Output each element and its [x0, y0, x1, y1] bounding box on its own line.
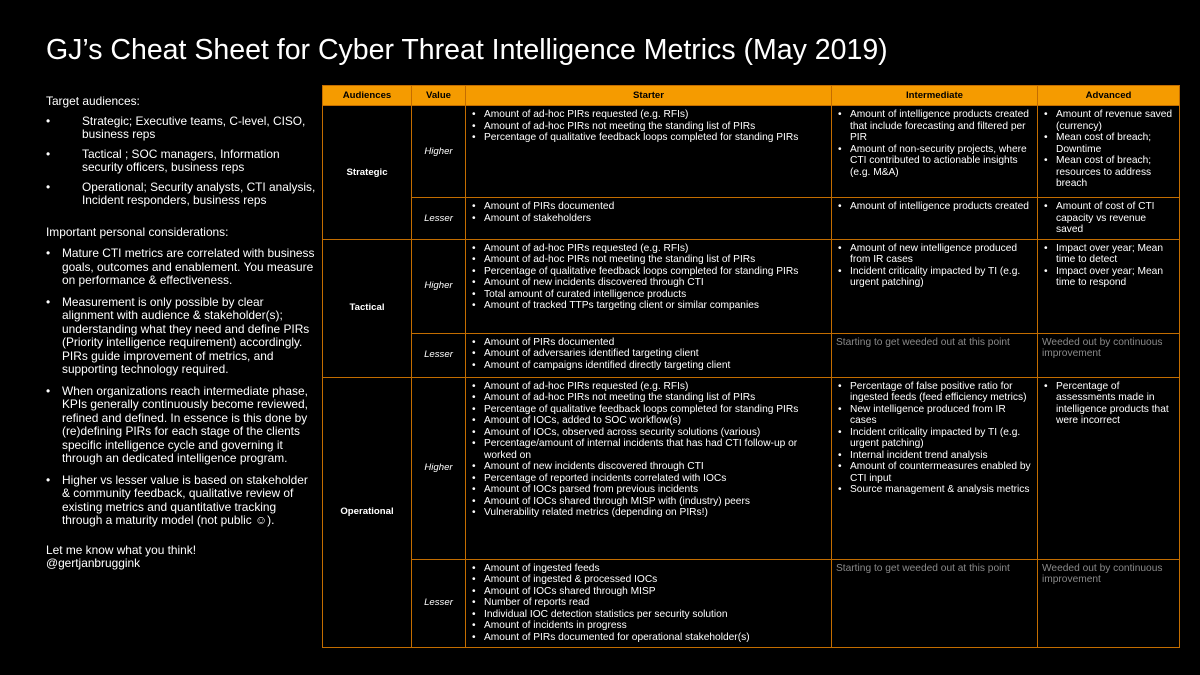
metric-item: • Amount of PIRs documented for operational stakeholder(s)	[470, 632, 825, 644]
metric-item: • Impact over year; Mean time to respond	[1042, 266, 1173, 289]
table-row	[323, 198, 1180, 240]
metric-item: • Individual IOC detection statistics per security solution	[470, 609, 825, 621]
metric-item: • Amount of cost of CTI capacity vs revenue saved	[1042, 201, 1173, 236]
starter-cell	[466, 106, 832, 198]
metric-item: • Amount of ad-hoc PIRs not meeting the standing list of PIRs	[470, 254, 825, 266]
advanced-metric-list	[1042, 381, 1173, 427]
starter-metric-list	[470, 243, 825, 312]
value-cell: Lesser	[412, 198, 466, 240]
metric-item: • Amount of new incidents discovered through CTI	[470, 277, 825, 289]
metric-item: • Percentage of qualitative feedback loops completed for standing PIRs	[470, 404, 825, 416]
metric-item: • Amount of ingested & processed IOCs	[470, 574, 825, 586]
metric-item: • Amount of IOCs parsed from previous incidents	[470, 484, 825, 496]
audience-item: • Tactical ; SOC managers, Information security officers, business reps	[46, 148, 318, 175]
audience-cell: Operational	[323, 377, 412, 647]
intermediate-metric-list	[836, 109, 1031, 178]
advanced-cell	[1038, 377, 1180, 559]
consideration-item: • Mature CTI metrics are correlated with business goals, outcomes and enablement. You measure on performance & effectiveness.	[46, 247, 318, 288]
header-intermediate: Intermediate	[832, 86, 1038, 106]
table-row	[323, 377, 1180, 559]
advanced-cell	[1038, 333, 1180, 377]
advanced-cell	[1038, 239, 1180, 333]
metric-item: • Amount of PIRs documented	[470, 337, 825, 349]
metric-item: • Amount of non-security projects, where CTI contributed to actionable insights (e.g. M&A)	[836, 144, 1031, 179]
advanced-metric-list	[1042, 109, 1173, 190]
metric-item: • Amount of new incidents discovered through CTI	[470, 461, 825, 473]
metric-item: • Amount of adversaries identified targeting client	[470, 348, 825, 360]
metric-item: • Incident criticality impacted by TI (e.g. urgent patching)	[836, 266, 1031, 289]
metric-item: • Internal incident trend analysis	[836, 450, 1031, 462]
starter-cell	[466, 377, 832, 559]
metric-item: • Incident criticality impacted by TI (e.g. urgent patching)	[836, 427, 1031, 450]
advanced-cell	[1038, 198, 1180, 240]
starter-metric-list	[470, 109, 825, 144]
metric-item: • Amount of revenue saved (currency)	[1042, 109, 1173, 132]
metric-item: • Amount of new intelligence produced from IR cases	[836, 243, 1031, 266]
advanced-note: Weeded out by continuous improvement	[1042, 562, 1163, 585]
considerations-heading: Important personal considerations:	[46, 224, 229, 239]
value-cell: Lesser	[412, 559, 466, 647]
table-row	[323, 239, 1180, 333]
intermediate-note: Starting to get weeded out at this point	[836, 336, 1010, 348]
metric-item: • Vulnerability related metrics (depending on PIRs!)	[470, 507, 825, 519]
table-row	[323, 559, 1180, 647]
metric-item: • Amount of IOCs shared through MISP	[470, 586, 825, 598]
metric-item: • Total amount of curated intelligence products	[470, 289, 825, 301]
advanced-metric-list	[1042, 201, 1173, 236]
intermediate-metric-list	[836, 201, 1031, 213]
metric-item: • Amount of campaigns identified directly targeting client	[470, 360, 825, 372]
audience-cell: Strategic	[323, 106, 412, 240]
metric-item: • Percentage of false positive ratio for ingested feeds (feed efficiency metrics)	[836, 381, 1031, 404]
metric-item: • New intelligence produced from IR cases	[836, 404, 1031, 427]
page-title: GJ’s Cheat Sheet for Cyber Threat Intelligence Metrics (May 2019)	[46, 34, 888, 66]
starter-metric-list	[470, 381, 825, 519]
consideration-item: • Measurement is only possible by clear alignment with audience & stakeholder(s); understanding what they need and define PIRs (Priority intelligence requirement) accordingly. PIRs guide improvement of metrics, and supporting technology required.	[46, 296, 318, 377]
audience-cell: Tactical	[323, 239, 412, 377]
advanced-metric-list	[1042, 243, 1173, 289]
table-row	[323, 333, 1180, 377]
value-cell: Lesser	[412, 333, 466, 377]
metric-item: • Amount of tracked TTPs targeting client or similar companies	[470, 300, 825, 312]
header-advanced: Advanced	[1038, 86, 1180, 106]
intermediate-metric-list	[836, 381, 1031, 496]
metric-item: • Amount of ad-hoc PIRs requested (e.g. RFIs)	[470, 109, 825, 121]
feedback-request: Let me know what you think!	[46, 542, 197, 557]
starter-cell	[466, 333, 832, 377]
metric-item: • Amount of countermeasures enabled by CTI input	[836, 461, 1031, 484]
table-body	[323, 106, 1180, 648]
metric-item: • Percentage of qualitative feedback loops completed for standing PIRs	[470, 132, 825, 144]
value-cell: Higher	[412, 377, 466, 559]
metric-item: • Percentage of assessments made in intelligence products that were incorrect	[1042, 381, 1173, 427]
audience-item: • Strategic; Executive teams, C-level, CISO, business reps	[46, 115, 318, 142]
considerations-list	[46, 247, 318, 528]
intermediate-cell	[832, 239, 1038, 333]
header-value: Value	[412, 86, 466, 106]
metric-item: • Amount of ad-hoc PIRs not meeting the standing list of PIRs	[470, 121, 825, 133]
metric-item: • Amount of ad-hoc PIRs requested (e.g. RFIs)	[470, 243, 825, 255]
metric-item: • Amount of IOCs shared through MISP with (industry) peers	[470, 496, 825, 508]
consideration-item: • When organizations reach intermediate phase, KPIs generally continuously become reviewed, refined and defined. In essence is this done by (re)defining PIRs for each stage of the clients specific intelligence cycle and governing it through an dedicated intelligence program.	[46, 385, 318, 466]
advanced-cell	[1038, 106, 1180, 198]
advanced-note: Weeded out by continuous improvement	[1042, 336, 1163, 359]
intermediate-metric-list	[836, 243, 1031, 289]
metric-item: • Impact over year; Mean time to detect	[1042, 243, 1173, 266]
value-cell: Higher	[412, 106, 466, 198]
value-cell: Higher	[412, 239, 466, 333]
audience-item: • Operational; Security analysts, CTI analysis, Incident responders, business reps	[46, 181, 318, 208]
table-header-row	[323, 86, 1180, 106]
intermediate-cell	[832, 106, 1038, 198]
metric-item: • Amount of PIRs documented	[470, 201, 825, 213]
metric-item: • Amount of IOCs, added to SOC workflow(s)	[470, 415, 825, 427]
metric-item: • Number of reports read	[470, 597, 825, 609]
intermediate-cell	[832, 377, 1038, 559]
metric-item: • Amount of incidents in progress	[470, 620, 825, 632]
metric-item: • Mean cost of breach; Downtime	[1042, 132, 1173, 155]
metric-item: • Amount of ad-hoc PIRs requested (e.g. RFIs)	[470, 381, 825, 393]
author-handle: @gertjanbruggink	[46, 556, 141, 570]
metric-item: • Amount of stakeholders	[470, 213, 825, 225]
audiences-list	[46, 115, 318, 208]
consideration-item: • Higher vs lesser value is based on stakeholder & community feedback, qualitative review of existing metrics and quantitative tracking through a maturity model (not public ☺).	[46, 474, 318, 528]
intermediate-cell	[832, 333, 1038, 377]
metric-item: • Amount of intelligence products created	[836, 201, 1031, 213]
header-starter: Starter	[466, 86, 832, 106]
starter-metric-list	[470, 201, 825, 224]
metric-item: • Amount of ad-hoc PIRs not meeting the standing list of PIRs	[470, 392, 825, 404]
starter-cell	[466, 198, 832, 240]
intermediate-cell	[832, 559, 1038, 647]
metrics-table	[322, 85, 1180, 648]
audiences-heading: Target audiences:	[46, 94, 140, 108]
intermediate-note: Starting to get weeded out at this point	[836, 562, 1010, 574]
starter-metric-list	[470, 563, 825, 644]
metric-item: • Amount of IOCs, observed across security solutions (various)	[470, 427, 825, 439]
header-audiences: Audiences	[323, 86, 412, 106]
metric-item: • Percentage/amount of internal incidents that has had CTI follow-up or worked on	[470, 438, 825, 461]
left-panel	[46, 95, 318, 571]
intermediate-cell	[832, 198, 1038, 240]
table-row	[323, 106, 1180, 198]
starter-cell	[466, 239, 832, 333]
metric-item: • Source management & analysis metrics	[836, 484, 1031, 496]
starter-metric-list	[470, 337, 825, 372]
metric-item: • Percentage of qualitative feedback loops completed for standing PIRs	[470, 266, 825, 278]
metric-item: • Amount of intelligence products created that include forecasting and filtered per PIR	[836, 109, 1031, 144]
metric-item: • Mean cost of breach; resources to address breach	[1042, 155, 1173, 190]
metric-item: • Amount of ingested feeds	[470, 563, 825, 575]
advanced-cell	[1038, 559, 1180, 647]
metric-item: • Percentage of reported incidents correlated with IOCs	[470, 473, 825, 485]
starter-cell	[466, 559, 832, 647]
